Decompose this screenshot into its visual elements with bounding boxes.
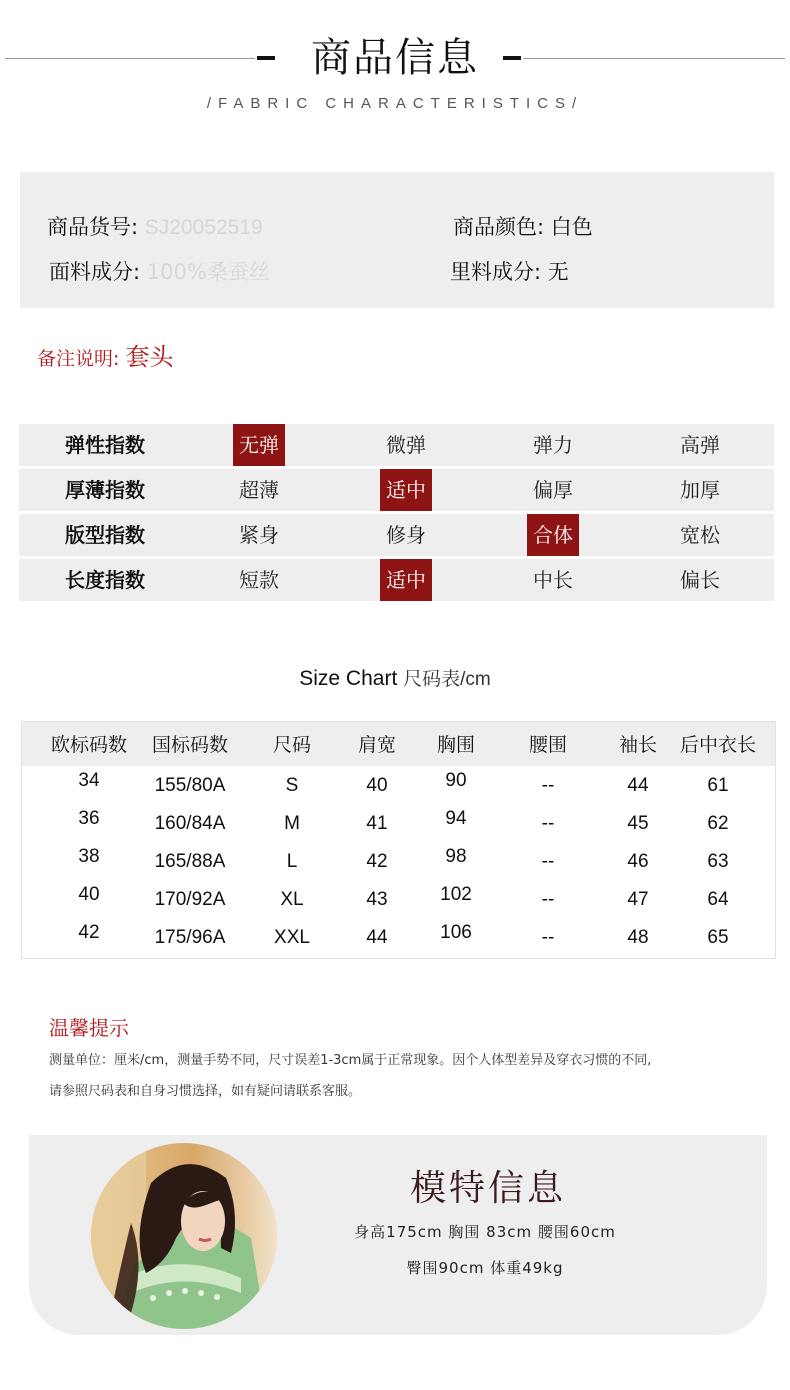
- size-chart-cell: 62: [707, 813, 729, 834]
- size-chart-title: [0, 664, 790, 691]
- index-row-label: 版型指数: [65, 523, 145, 547]
- index-row: [19, 469, 774, 511]
- index-option: 微弹: [386, 433, 426, 457]
- index-option: 高弹: [680, 433, 720, 457]
- size-chart-cell: --: [541, 927, 555, 948]
- size-chart-header-row: [22, 722, 775, 766]
- page-title: 商品信息: [311, 35, 479, 81]
- index-row-label: 厚薄指数: [65, 478, 145, 502]
- size-chart-cell: S: [285, 775, 299, 796]
- size-chart-cell: 47: [627, 889, 649, 910]
- index-option: 加厚: [680, 478, 720, 502]
- size-chart-cell: 34: [78, 770, 100, 791]
- item-number-label: 商品货号:: [47, 215, 139, 239]
- index-row: [19, 514, 774, 556]
- size-chart-cell: 65: [707, 927, 729, 948]
- page-subtitle: /FABRIC CHARACTERISTICS/: [206, 95, 584, 112]
- header-line-left: [5, 58, 255, 59]
- size-chart-cell: --: [541, 775, 555, 796]
- size-chart-cell: 170/92A: [154, 889, 226, 910]
- index-option: 宽松: [680, 523, 720, 547]
- lining-composition: [450, 256, 569, 286]
- size-chart-title-cn: 尺码表/cm: [403, 669, 491, 690]
- size-chart-cell: 36: [78, 808, 100, 829]
- size-chart-cell: 165/88A: [154, 851, 226, 872]
- size-chart-cell: XXL: [274, 927, 310, 948]
- model-photo: [91, 1143, 277, 1329]
- size-chart-header-cell: 袖长: [618, 734, 657, 756]
- remark: [37, 337, 173, 372]
- index-option-selected: 合体: [533, 523, 573, 547]
- lining-label: 里料成分:: [450, 260, 542, 284]
- size-chart-cell: 42: [78, 922, 100, 943]
- size-chart-cell: 102: [440, 884, 472, 905]
- index-option: 超薄: [239, 478, 279, 502]
- index-option: 修身: [386, 523, 426, 547]
- size-chart-cell: 41: [366, 813, 388, 834]
- model-measurements-line-2: 臀围90cm 体重49kg: [406, 1259, 564, 1277]
- size-chart-cell: --: [541, 889, 555, 910]
- index-option: 偏长: [680, 568, 720, 592]
- size-chart-cell: 44: [366, 927, 388, 948]
- size-chart-cell: 64: [707, 889, 729, 910]
- size-chart-cell: 94: [445, 808, 467, 829]
- size-chart-cell: 46: [627, 851, 649, 872]
- fabric-label: 面料成分:: [49, 260, 141, 284]
- size-chart-cell: 45: [627, 813, 649, 834]
- size-chart-cell: M: [284, 813, 300, 834]
- tips-title: 温馨提示: [49, 1016, 129, 1040]
- size-chart-cell: --: [541, 813, 555, 834]
- remark-label: 备注说明:: [37, 348, 120, 370]
- header-dash-right: [503, 56, 521, 60]
- size-chart-cell: XL: [280, 889, 304, 910]
- index-option-selected: 适中: [386, 568, 426, 592]
- size-chart-cell: 90: [445, 770, 467, 791]
- model-measurements-line-1: 身高175cm 胸围 83cm 腰围60cm: [354, 1223, 616, 1241]
- index-row: [19, 559, 774, 601]
- size-chart-header-cell: 尺码: [272, 734, 311, 756]
- item-number: [47, 211, 263, 241]
- item-number-value: SJ20052519: [144, 216, 263, 239]
- size-chart-cell: 43: [366, 889, 388, 910]
- size-chart-cell: 106: [440, 922, 472, 943]
- size-chart-header-cell: 肩宽: [357, 734, 396, 756]
- index-row-label: 长度指数: [65, 568, 145, 592]
- fabric-value: 100%桑蚕丝: [146, 260, 270, 284]
- fabric-composition: [49, 256, 270, 286]
- index-option: 偏厚: [533, 478, 573, 502]
- size-chart-title-en: Size Chart: [299, 667, 398, 690]
- size-chart-header-cell: 国标码数: [151, 734, 228, 756]
- size-chart-cell: 40: [78, 884, 100, 905]
- product-color: [453, 211, 593, 241]
- index-option: 短款: [239, 568, 279, 592]
- index-row-label: 弹性指数: [65, 433, 145, 457]
- size-chart-cell: L: [286, 851, 298, 872]
- index-option-selected: 适中: [386, 478, 426, 502]
- tips-line-1: 测量单位：厘米/cm，测量手势不同，尺寸误差1-3cm属于正常现象。因个人体型差异及穿衣习惯的不同,: [49, 1053, 652, 1068]
- size-chart-cell: 38: [78, 846, 100, 867]
- header-line-right: [523, 58, 785, 59]
- size-chart-cell: 160/84A: [154, 813, 226, 834]
- size-chart-cell: --: [541, 851, 555, 872]
- index-option-selected: 无弹: [239, 433, 279, 457]
- size-chart-cell: 48: [627, 927, 649, 948]
- size-chart-header-cell: 欧标码数: [50, 734, 127, 756]
- size-chart-cell: 98: [445, 846, 467, 867]
- index-option: 中长: [533, 568, 573, 592]
- color-value: 白色: [550, 215, 593, 239]
- color-label: 商品颜色:: [453, 215, 545, 239]
- remark-value: 套头: [125, 343, 174, 371]
- tips-line-2: 请参照尺码表和自身习惯选择，如有疑问请联系客服。: [49, 1084, 362, 1099]
- size-chart-cell: 155/80A: [154, 775, 226, 796]
- size-chart-cell: 63: [707, 851, 729, 872]
- size-chart-header-cell: 腰围: [528, 734, 567, 756]
- size-chart-header-cell: 后中衣长: [679, 734, 756, 756]
- header-dash-left: [257, 56, 275, 60]
- index-row: [19, 424, 774, 466]
- size-chart-header-cell: 胸围: [436, 734, 475, 756]
- size-chart-cell: 175/96A: [154, 927, 226, 948]
- index-option: 弹力: [533, 433, 573, 457]
- size-chart-table: [21, 721, 776, 959]
- size-chart-cell: 40: [366, 775, 388, 796]
- lining-value: 无: [547, 260, 569, 284]
- model-photo-illustration: [91, 1143, 277, 1329]
- size-chart-cell: 44: [627, 775, 649, 796]
- model-info-title: 模特信息: [409, 1168, 566, 1209]
- index-option: 紧身: [239, 523, 279, 547]
- size-chart-cell: 42: [366, 851, 388, 872]
- size-chart-cell: 61: [707, 775, 729, 796]
